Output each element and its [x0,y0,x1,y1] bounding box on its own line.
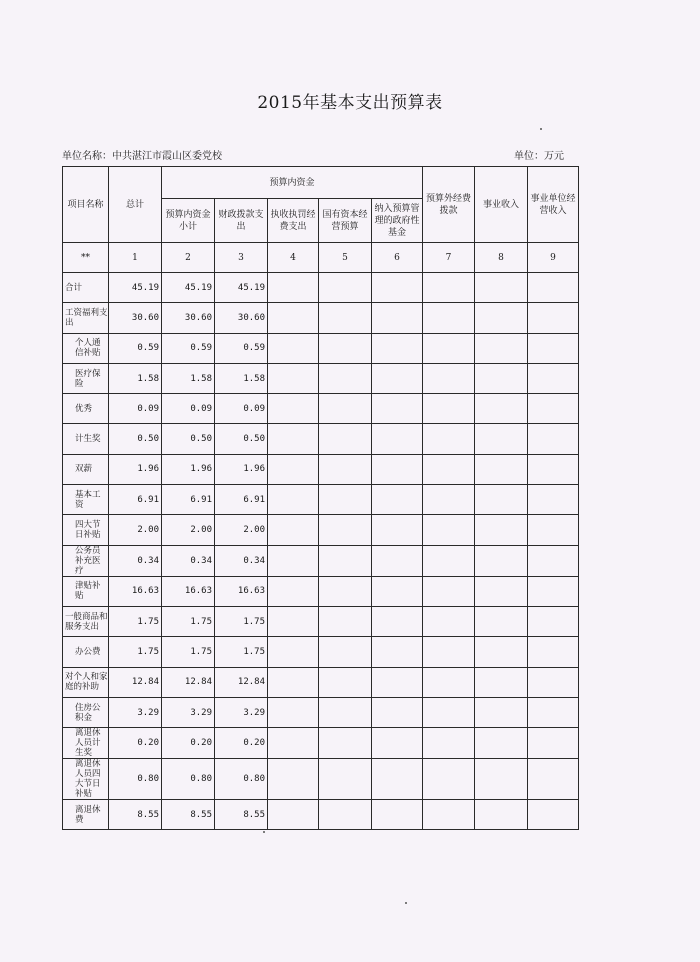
index-cell: 5 [319,243,372,273]
row-empty-cell [319,515,372,545]
row-subtotal: 0.59 [162,333,215,363]
row-empty-cell [319,485,372,515]
row-subtotal: 0.50 [162,424,215,454]
row-empty-cell [372,576,423,606]
row-empty-cell [372,363,423,393]
row-empty-cell [528,515,579,545]
row-subtotal: 1.58 [162,363,215,393]
index-cell: 7 [423,243,475,273]
row-empty-cell [372,667,423,697]
unit-currency-label: 单位：万元 [514,151,564,162]
index-cell: 1 [109,243,162,273]
row-fiscal: 12.84 [215,667,268,697]
table-row [63,728,579,759]
row-empty-cell [475,273,528,303]
row-total: 16.63 [109,576,162,606]
row-empty-cell [423,424,475,454]
row-empty-cell [423,273,475,303]
row-empty-cell [475,800,528,830]
row-item-name: 离退休费 [63,800,109,830]
row-empty-cell [319,800,372,830]
row-item-name: 对个人和家庭的补助 [63,667,109,697]
index-cell: 8 [475,243,528,273]
row-empty-cell [268,273,319,303]
row-subtotal: 0.20 [162,728,215,759]
header-operating-income: 事业单位经营收入 [528,167,579,243]
row-empty-cell [372,800,423,830]
row-subtotal: 0.80 [162,759,215,800]
row-empty-cell [319,303,372,333]
header-subtotal: 预算内资金小计 [162,199,215,243]
header-state-capital: 国有资本经营预算 [319,199,372,243]
row-fiscal: 0.59 [215,333,268,363]
header-business-income: 事业收入 [475,167,528,243]
row-empty-cell [528,606,579,636]
row-empty-cell [423,485,475,515]
row-total: 1.75 [109,637,162,667]
row-item-name: 公务员补充医疗 [63,545,109,576]
table-row [63,454,579,484]
row-fiscal: 45.19 [215,273,268,303]
index-cell: 4 [268,243,319,273]
table-row [63,576,579,606]
table-row [63,485,579,515]
header-enforcement: 执收执罚经费支出 [268,199,319,243]
row-empty-cell [319,576,372,606]
row-empty-cell [475,454,528,484]
table-row [63,515,579,545]
row-empty-cell [423,333,475,363]
row-empty-cell [319,667,372,697]
row-subtotal: 8.55 [162,800,215,830]
row-empty-cell [268,394,319,424]
row-empty-cell [423,545,475,576]
row-empty-cell [528,273,579,303]
row-fiscal: 0.50 [215,424,268,454]
row-empty-cell [372,394,423,424]
table-row [63,606,579,636]
unit-name-label: 单位名称：中共湛江市霞山区委党校 [62,151,222,162]
table-row [63,759,579,800]
row-empty-cell [268,606,319,636]
row-subtotal: 12.84 [162,667,215,697]
row-fiscal: 1.58 [215,363,268,393]
table-row [63,363,579,393]
row-subtotal: 1.96 [162,454,215,484]
row-item-name: 住房公积金 [63,697,109,727]
row-empty-cell [528,363,579,393]
row-subtotal: 0.09 [162,394,215,424]
row-empty-cell [372,454,423,484]
row-empty-cell [372,697,423,727]
row-fiscal: 1.75 [215,637,268,667]
row-item-name: 合计 [63,273,109,303]
row-empty-cell [319,728,372,759]
row-empty-cell [268,576,319,606]
row-total: 1.75 [109,606,162,636]
header-total: 总计 [109,167,162,243]
row-empty-cell [319,606,372,636]
row-empty-cell [423,667,475,697]
row-fiscal: 1.96 [215,454,268,484]
row-empty-cell [475,424,528,454]
row-empty-cell [319,545,372,576]
row-item-name: 个人通信补贴 [63,333,109,363]
row-empty-cell [475,303,528,333]
row-empty-cell [423,515,475,545]
index-cell: 2 [162,243,215,273]
row-empty-cell [423,454,475,484]
table-row [63,424,579,454]
row-fiscal: 6.91 [215,485,268,515]
row-empty-cell [528,303,579,333]
row-empty-cell [528,800,579,830]
index-cell: 6 [372,243,423,273]
row-empty-cell [372,424,423,454]
row-fiscal: 16.63 [215,576,268,606]
row-item-name: 计生奖 [63,424,109,454]
row-empty-cell [319,363,372,393]
row-subtotal: 3.29 [162,697,215,727]
row-empty-cell [528,576,579,606]
row-subtotal: 45.19 [162,273,215,303]
row-empty-cell [268,424,319,454]
table-row [63,637,579,667]
row-empty-cell [319,424,372,454]
row-empty-cell [528,667,579,697]
row-item-name: 津贴补贴 [63,576,109,606]
row-empty-cell [528,759,579,800]
row-total: 6.91 [109,485,162,515]
header-fiscal: 财政拨款支出 [215,199,268,243]
row-total: 30.60 [109,303,162,333]
row-empty-cell [423,303,475,333]
row-empty-cell [372,303,423,333]
row-empty-cell [372,485,423,515]
table-row [63,333,579,363]
row-subtotal: 1.75 [162,606,215,636]
row-empty-cell [268,545,319,576]
row-empty-cell [475,485,528,515]
row-item-name: 四大节日补贴 [63,515,109,545]
row-empty-cell [475,728,528,759]
row-fiscal: 0.80 [215,759,268,800]
row-empty-cell [268,303,319,333]
row-total: 0.20 [109,728,162,759]
header-item-name: 项目名称 [63,167,109,243]
row-subtotal: 0.34 [162,545,215,576]
row-fiscal: 1.75 [215,606,268,636]
row-empty-cell [319,394,372,424]
row-empty-cell [475,333,528,363]
row-empty-cell [423,363,475,393]
row-empty-cell [475,363,528,393]
page-title: 2015年基本支出预算表 [257,93,443,113]
row-total: 12.84 [109,667,162,697]
table-row [63,273,579,303]
row-empty-cell [268,697,319,727]
scan-speck [540,128,542,130]
index-cell: 9 [528,243,579,273]
row-total: 1.58 [109,363,162,393]
row-fiscal: 0.34 [215,545,268,576]
row-empty-cell [319,454,372,484]
row-fiscal: 2.00 [215,515,268,545]
row-empty-cell [268,454,319,484]
row-empty-cell [372,333,423,363]
row-empty-cell [475,606,528,636]
row-item-name: 医疗保险 [63,363,109,393]
header-budget-funds: 预算内资金 [162,167,423,199]
row-total: 0.34 [109,545,162,576]
table-row [63,303,579,333]
row-item-name: 一般商品和服务支出 [63,606,109,636]
row-total: 8.55 [109,800,162,830]
row-empty-cell [319,697,372,727]
row-item-name: 优秀 [63,394,109,424]
header-gov-fund: 纳入预算管理的政府性基金 [372,199,423,243]
row-subtotal: 2.00 [162,515,215,545]
row-empty-cell [372,606,423,636]
table-row [63,800,579,830]
row-total: 2.00 [109,515,162,545]
row-empty-cell [423,759,475,800]
row-item-name: 基本工资 [63,485,109,515]
row-empty-cell [372,728,423,759]
row-total: 1.96 [109,454,162,484]
row-empty-cell [475,759,528,800]
row-empty-cell [475,697,528,727]
row-item-name: 双薪 [63,454,109,484]
table-row [63,545,579,576]
row-empty-cell [528,333,579,363]
row-total: 0.50 [109,424,162,454]
row-empty-cell [423,637,475,667]
row-total: 0.09 [109,394,162,424]
row-empty-cell [528,545,579,576]
row-subtotal: 30.60 [162,303,215,333]
row-fiscal: 0.20 [215,728,268,759]
row-empty-cell [268,728,319,759]
table-row [63,697,579,727]
row-total: 45.19 [109,273,162,303]
row-empty-cell [319,333,372,363]
row-empty-cell [268,667,319,697]
row-empty-cell [268,333,319,363]
row-item-name: 工资福利支出 [63,303,109,333]
row-empty-cell [528,637,579,667]
row-empty-cell [423,576,475,606]
row-empty-cell [475,576,528,606]
header-extra-budget: 预算外经费拨款 [423,167,475,243]
row-empty-cell [372,515,423,545]
row-item-name: 离退休人员四大节日补贴 [63,759,109,800]
row-empty-cell [528,454,579,484]
row-empty-cell [372,637,423,667]
row-empty-cell [423,800,475,830]
row-fiscal: 30.60 [215,303,268,333]
row-empty-cell [528,697,579,727]
row-empty-cell [372,545,423,576]
row-fiscal: 0.09 [215,394,268,424]
row-empty-cell [319,759,372,800]
table-row [63,394,579,424]
row-fiscal: 3.29 [215,697,268,727]
row-empty-cell [475,637,528,667]
row-total: 0.80 [109,759,162,800]
row-empty-cell [372,759,423,800]
index-cell: 3 [215,243,268,273]
row-empty-cell [268,515,319,545]
row-empty-cell [423,394,475,424]
row-empty-cell [475,515,528,545]
row-fiscal: 8.55 [215,800,268,830]
scan-speck [263,831,265,833]
row-subtotal: 6.91 [162,485,215,515]
index-cell: ** [63,243,109,273]
row-empty-cell [528,394,579,424]
row-empty-cell [319,637,372,667]
row-subtotal: 1.75 [162,637,215,667]
table-row [63,667,579,697]
row-empty-cell [268,363,319,393]
row-item-name: 办公费 [63,637,109,667]
row-empty-cell [528,424,579,454]
row-empty-cell [319,273,372,303]
row-empty-cell [528,728,579,759]
row-empty-cell [372,273,423,303]
row-empty-cell [268,637,319,667]
row-empty-cell [423,728,475,759]
row-total: 3.29 [109,697,162,727]
row-empty-cell [423,606,475,636]
scan-speck [405,902,407,904]
row-empty-cell [475,394,528,424]
row-total: 0.59 [109,333,162,363]
row-empty-cell [528,485,579,515]
row-empty-cell [268,800,319,830]
row-subtotal: 16.63 [162,576,215,606]
budget-table [62,166,579,830]
row-empty-cell [268,485,319,515]
row-empty-cell [475,545,528,576]
row-empty-cell [475,667,528,697]
row-empty-cell [423,697,475,727]
row-empty-cell [268,759,319,800]
row-item-name: 离退休人员计生奖 [63,728,109,759]
